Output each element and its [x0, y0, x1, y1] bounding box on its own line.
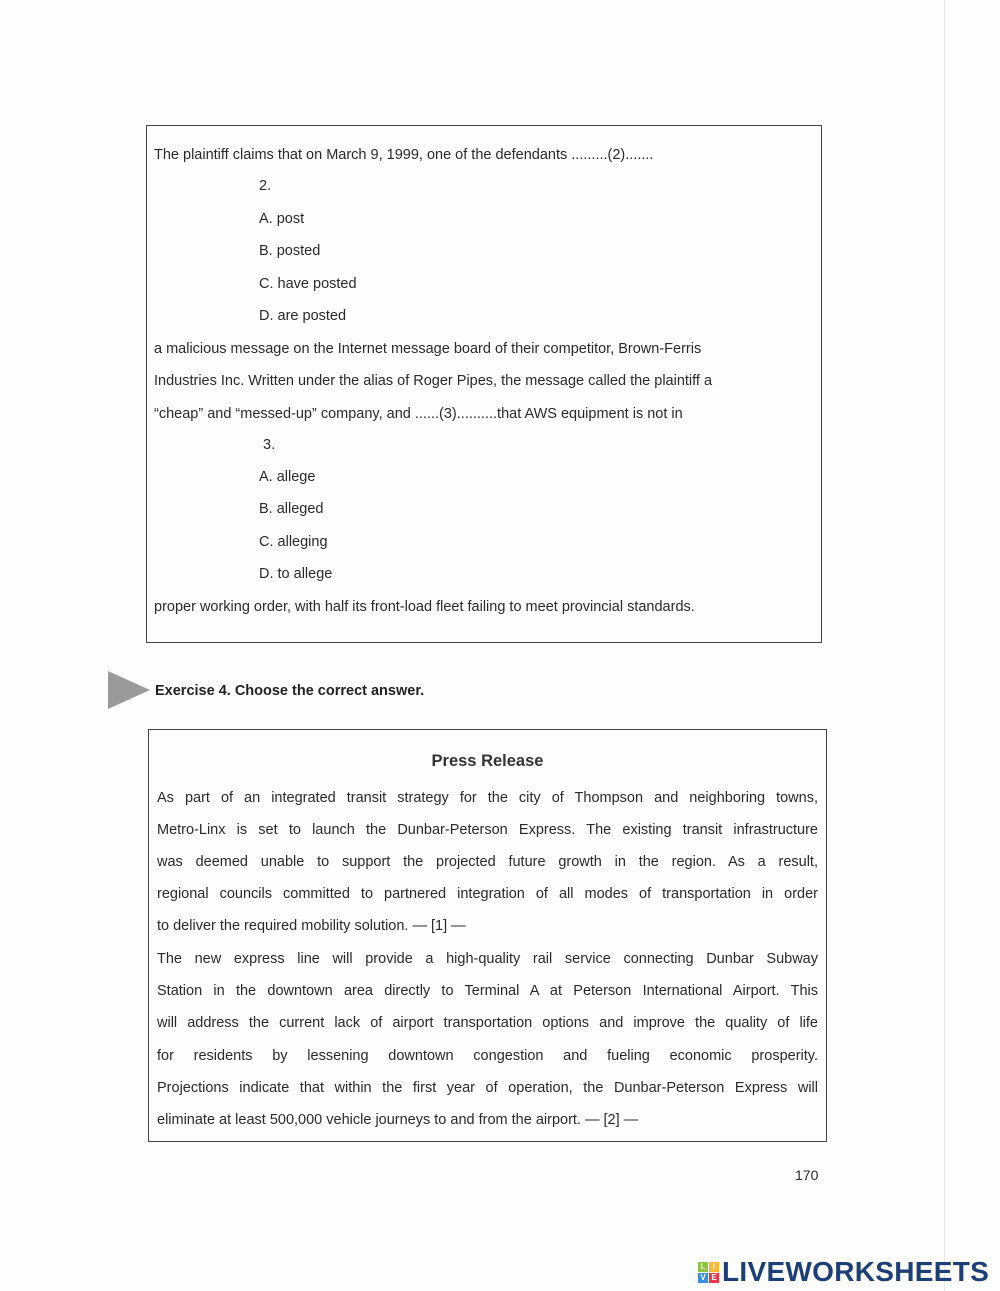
logo-text: LIVEWORKSHEETS: [722, 1256, 990, 1287]
exercise-arrow-icon: [108, 671, 150, 709]
exercise4-heading: Exercise 4. Choose the correct answer.: [155, 683, 425, 699]
press-line: The new express line will provide a high-quality rail service connecting Dunbar Subway: [157, 951, 818, 967]
question-2-number: 2.: [259, 178, 272, 194]
press-line: regional councils committed to partnered integration of all modes of transportation in order: [157, 886, 818, 902]
page-number: 170: [795, 1167, 819, 1183]
press-line: As part of an integrated transit strategy for the city of Thompson and neighboring towns,: [157, 790, 818, 806]
press-release-box: [148, 729, 827, 1142]
q3-option-d: D. to allege: [259, 566, 333, 582]
q3-option-b: B. alleged: [259, 501, 324, 517]
question-3-number: 3.: [263, 437, 276, 453]
press-line: eliminate at least 500,000 vehicle journeys to and from the airport. — [2] —: [157, 1112, 639, 1128]
press-line: Projections indicate that within the first year of operation, the Dunbar-Peterson Express will: [157, 1080, 818, 1096]
press-line: to deliver the required mobility solution. — [1] —: [157, 918, 466, 934]
logo-tiles-icon: [698, 1262, 719, 1283]
q3-option-c: C. alleging: [259, 534, 328, 550]
press-line: Metro-Linx is set to launch the Dunbar-Peterson Express. The existing transit infrastructure: [157, 822, 818, 838]
intro-text: The plaintiff claims that on March 9, 1999, one of the defendants .........(2).......: [154, 147, 654, 163]
passage-line: a malicious message on the Internet message board of their competitor, Brown-Ferris: [154, 341, 702, 357]
q2-option-b: B. posted: [259, 243, 321, 259]
press-line: for residents by lessening downtown congestion and fueling economic prosperity.: [157, 1048, 818, 1064]
q2-option-c: C. have posted: [259, 276, 357, 292]
page-edge: [944, 0, 945, 1291]
passage-line: “cheap” and “messed-up” company, and ......(3)..........that AWS equipment is not in: [154, 406, 683, 422]
press-line: Station in the downtown area directly to Terminal A at Peterson International Airport. This: [157, 983, 818, 999]
press-line: was deemed unable to support the projected future growth in the region. As a result,: [157, 854, 818, 870]
passage-line: Industries Inc. Written under the alias of Roger Pipes, the message called the plaintiff a: [154, 373, 713, 389]
q2-option-a: A. post: [259, 211, 305, 227]
q2-option-d: D. are posted: [259, 308, 347, 324]
passage-ending: proper working order, with half its front-load fleet failing to meet provincial standards.: [154, 599, 695, 615]
logo-tile: E: [709, 1273, 719, 1283]
q3-option-a: A. allege: [259, 469, 316, 485]
liveworksheets-logo: [698, 1256, 989, 1288]
press-line: will address the current lack of airport transportation options and improve the quality of life: [157, 1015, 818, 1031]
press-release-title: Press Release: [431, 752, 544, 770]
logo-tile: I: [709, 1262, 719, 1272]
logo-tile: V: [698, 1273, 708, 1283]
exercise3-passage-box: [146, 125, 822, 643]
logo-tile: L: [698, 1262, 708, 1272]
